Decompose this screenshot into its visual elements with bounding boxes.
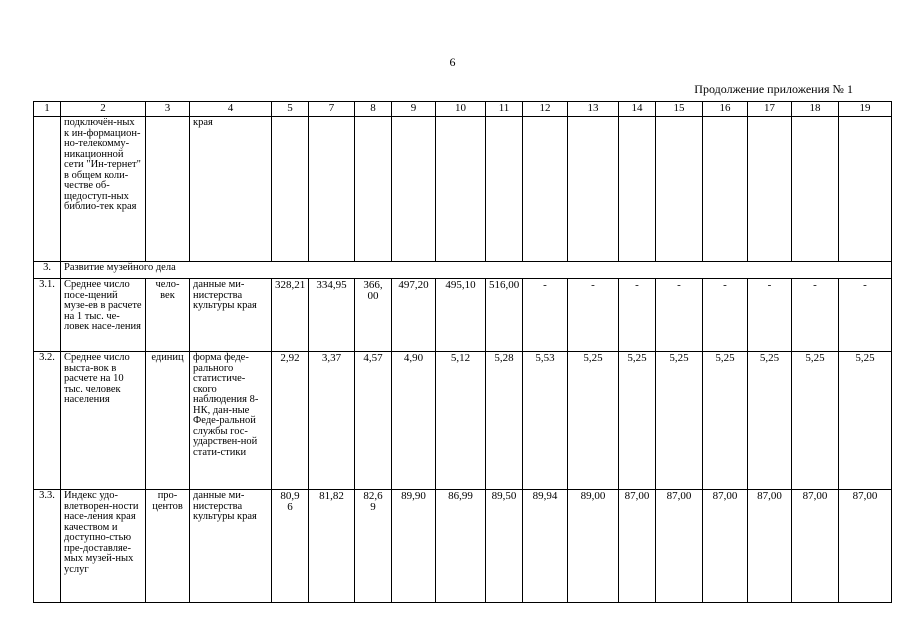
- indicators-table: [33, 101, 892, 603]
- value-cell: 5,25: [619, 352, 656, 490]
- indicator-cell: Среднее число выста-вок в расчете на 10 тыс. человек населения: [61, 352, 146, 490]
- column-header: 18: [792, 102, 839, 117]
- column-header: 1: [34, 102, 61, 117]
- column-header: 9: [392, 102, 436, 117]
- column-header: 3: [146, 102, 190, 117]
- value-cell: 89,94: [523, 490, 568, 603]
- value-cell: 5,28: [486, 352, 523, 490]
- value-cell: 497,20: [392, 279, 436, 352]
- value-cell: 5,25: [656, 352, 703, 490]
- value-cell: 87,00: [792, 490, 839, 603]
- page-number: 6: [449, 55, 456, 69]
- value-cell: 5,25: [792, 352, 839, 490]
- column-header: 17: [748, 102, 792, 117]
- value-cell: 89,90: [392, 490, 436, 603]
- value-cell: -: [703, 279, 748, 352]
- value-cell: -: [792, 279, 839, 352]
- value-cell: 81,82: [309, 490, 355, 603]
- indicator-cell: подключён-ных к ин-формацион-но-телекомму-никационной сети "Ин-тернет" в общем коли-честве об-щедоступ-ных библио-тек края: [61, 117, 146, 262]
- section-number: 3.: [34, 262, 61, 279]
- source-cell: края: [190, 117, 272, 262]
- row-number: 3.2.: [34, 352, 61, 490]
- value-cell: 2,92: [272, 352, 309, 490]
- value-cell: 87,00: [656, 490, 703, 603]
- value-cell: 87,00: [619, 490, 656, 603]
- value-cell: 334,95: [309, 279, 355, 352]
- value-cell: 5,25: [839, 352, 892, 490]
- value-text: 82,69: [363, 490, 383, 513]
- value-cell: [355, 490, 392, 603]
- value-cell: 5,25: [568, 352, 619, 490]
- column-header: 12: [523, 102, 568, 117]
- value-cell: 89,00: [568, 490, 619, 603]
- value-cell: -: [839, 279, 892, 352]
- value-cell: 516,00: [486, 279, 523, 352]
- section-title: Развитие музейного дела: [61, 262, 892, 279]
- column-header: 15: [656, 102, 703, 117]
- indicator-cell: Индекс удо-влетворен-ности насе-ления края качеством и доступно-стью пре-доставляе-мых музей-ных услуг: [61, 490, 146, 603]
- column-header: 13: [568, 102, 619, 117]
- value-cell: [272, 490, 309, 603]
- value-cell: 5,25: [748, 352, 792, 490]
- unit-cell: единиц: [146, 352, 190, 490]
- value-cell: 5,12: [436, 352, 486, 490]
- column-header: 16: [703, 102, 748, 117]
- unit-cell: про-центов: [146, 490, 190, 603]
- value-cell: -: [748, 279, 792, 352]
- column-header: 8: [355, 102, 392, 117]
- column-header: 14: [619, 102, 656, 117]
- value-cell: 4,57: [355, 352, 392, 490]
- unit-cell: чело-век: [146, 279, 190, 352]
- column-header: 11: [486, 102, 523, 117]
- value-cell: 4,90: [392, 352, 436, 490]
- source-cell: данные ми-нистерства культуры края: [190, 490, 272, 603]
- value-cell: -: [619, 279, 656, 352]
- column-header: 4: [190, 102, 272, 117]
- value-cell: 495,10: [436, 279, 486, 352]
- source-cell: данные ми-нистерства культуры края: [190, 279, 272, 352]
- column-header: 5: [272, 102, 309, 117]
- value-cell: [355, 279, 392, 352]
- value-cell: 87,00: [748, 490, 792, 603]
- column-header-row: [34, 102, 892, 117]
- section-row: [34, 262, 892, 279]
- value-text: 80,96: [280, 490, 300, 513]
- table-row: [34, 279, 892, 352]
- value-cell: -: [656, 279, 703, 352]
- value-cell: 5,25: [703, 352, 748, 490]
- column-header: 7: [309, 102, 355, 117]
- table-row: [34, 490, 892, 603]
- source-cell: форма феде-рального статистиче-ского наблюдения 8-НК, дан-ные Феде-ральной службы гос-ударствен-ной стати-стики: [190, 352, 272, 490]
- value-cell: 89,50: [486, 490, 523, 603]
- column-header: 19: [839, 102, 892, 117]
- column-header: 10: [436, 102, 486, 117]
- value-cell: -: [568, 279, 619, 352]
- indicator-cell: Среднее число посе-щений музе-ев в расчете на 1 тыс. че-ловек насе-ления: [61, 279, 146, 352]
- value-cell: 5,53: [523, 352, 568, 490]
- continuation-row: [34, 117, 892, 262]
- value-cell: -: [523, 279, 568, 352]
- row-number: 3.1.: [34, 279, 61, 352]
- value-cell: 87,00: [703, 490, 748, 603]
- appendix-label: Продолжение приложения № 1: [694, 82, 853, 96]
- row-number: 3.3.: [34, 490, 61, 603]
- value-text: 366,00: [363, 279, 383, 302]
- value-cell: 328,21: [272, 279, 309, 352]
- value-cell: 3,37: [309, 352, 355, 490]
- column-header: 2: [61, 102, 146, 117]
- table-row: [34, 352, 892, 490]
- value-cell: 86,99: [436, 490, 486, 603]
- value-cell: 87,00: [839, 490, 892, 603]
